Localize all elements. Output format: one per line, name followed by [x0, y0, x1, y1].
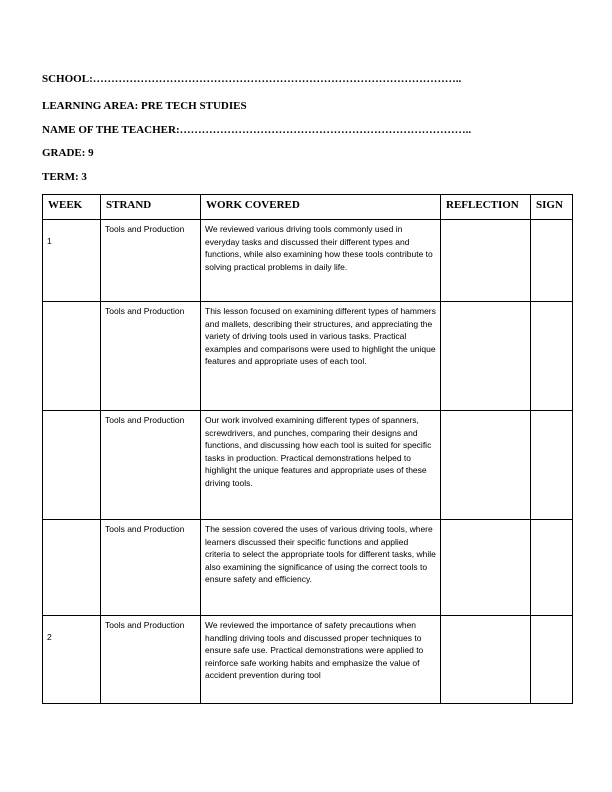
school-line: SCHOOL:……………………………………………………………………………………….. [42, 73, 462, 85]
week-cell [43, 520, 101, 616]
term-line: TERM: 3 [42, 171, 87, 183]
table-row [43, 520, 573, 616]
sign-cell [531, 520, 573, 616]
record-of-work-table [42, 194, 573, 704]
week-cell [43, 616, 101, 704]
sign-cell [531, 220, 573, 302]
reflection-cell [441, 302, 531, 411]
column-header-week: WEEK [43, 195, 101, 220]
strand-cell: Tools and Production [101, 616, 201, 704]
column-header-sign: SIGN [531, 195, 573, 220]
work-covered-cell: The session covered the uses of various driving tools, where learners discussed their specific functions and applied criteria to select the appropriate tools for different tasks, while also examining the significance of using the correct tools to ensure safety and efficiency. [201, 520, 441, 616]
strand-cell: Tools and Production [101, 220, 201, 302]
reflection-cell [441, 616, 531, 704]
table-header-row [43, 195, 573, 220]
sign-cell [531, 616, 573, 704]
column-header-work-covered: WORK COVERED [201, 195, 441, 220]
table-row [43, 302, 573, 411]
grade-line: GRADE: 9 [42, 147, 94, 159]
week-cell [43, 220, 101, 302]
teacher-name-line: NAME OF THE TEACHER:…………………………………………………………………….. [42, 124, 472, 136]
week-number: 1 [47, 236, 52, 246]
learning-area-line: LEARNING AREA: PRE TECH STUDIES [42, 100, 247, 112]
week-number: 2 [47, 632, 52, 642]
column-header-strand: STRAND [101, 195, 201, 220]
work-covered-cell: We reviewed the importance of safety precautions when handling driving tools and discussed proper techniques to ensure safe use. Practical demonstrations were applied to reinforce safe working habits and emphasize the value of accident prevention during tool [201, 616, 441, 704]
table-row [43, 220, 573, 302]
table-row [43, 411, 573, 520]
sign-cell [531, 411, 573, 520]
reflection-cell [441, 411, 531, 520]
week-cell [43, 302, 101, 411]
reflection-cell [441, 520, 531, 616]
week-cell [43, 411, 101, 520]
strand-cell: Tools and Production [101, 302, 201, 411]
column-header-reflection: REFLECTION [441, 195, 531, 220]
reflection-cell [441, 220, 531, 302]
work-covered-cell: Our work involved examining different types of spanners, screwdrivers, and punches, comparing their designs and functions, and discussing how each tool is suited for specific tasks in production. Practical demonstrations helped to highlight the unique features and appropriate uses of these driving tools. [201, 411, 441, 520]
work-covered-cell: This lesson focused on examining different types of hammers and mallets, describing their structures, and appreciating the variety of driving tools used in various tasks. Practical examples and comparisons were used to highlight the unique features and appropriate uses of each tool. [201, 302, 441, 411]
work-covered-cell: We reviewed various driving tools commonly used in everyday tasks and discussed their different types and functions, while also examining how these tools contribute to solving practical problems in daily life. [201, 220, 441, 302]
sign-cell [531, 302, 573, 411]
strand-cell: Tools and Production [101, 520, 201, 616]
strand-cell: Tools and Production [101, 411, 201, 520]
table-row [43, 616, 573, 704]
